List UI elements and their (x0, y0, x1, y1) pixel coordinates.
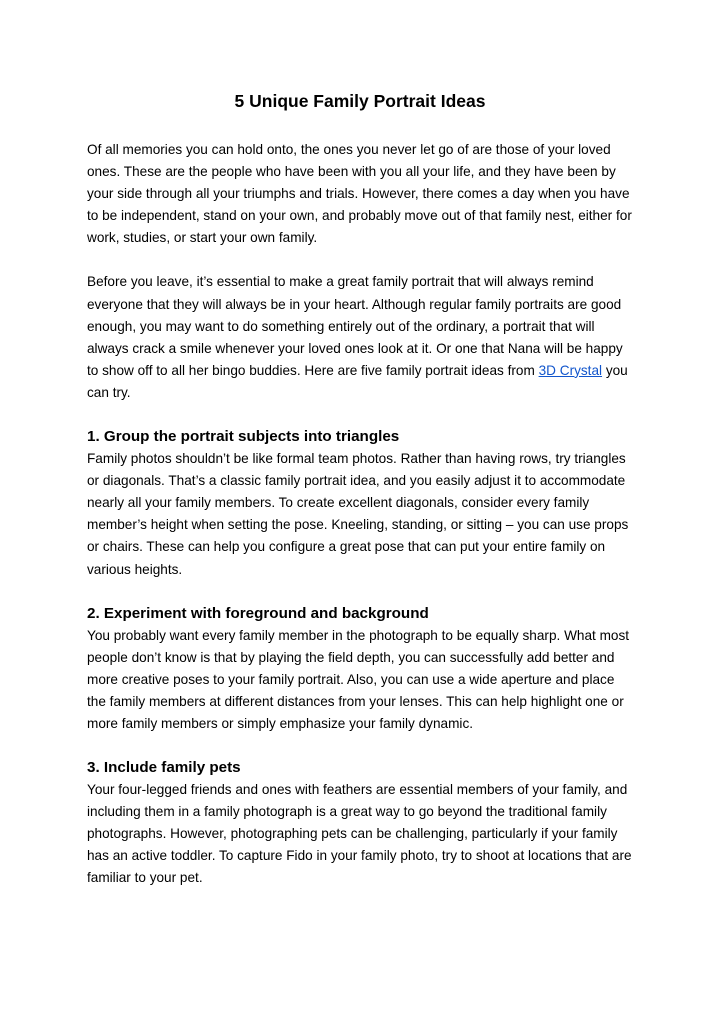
section-3 (87, 757, 635, 889)
section-2-body: You probably want every family member in the photograph to be equally sharp. What most people don’t know is that by playing the field depth, you can successfully add better and more creative poses to your family portrait. Also, you can use a wide aperture and place the family members at different distances from your lenses. This can help highlight one or more family members or simply emphasize your family dynamic. (87, 627, 630, 731)
section-1 (87, 426, 635, 581)
intro-paragraph-2 (87, 271, 635, 404)
section-1-body: Family photos shouldn’t be like formal team photos. Rather than having rows, try triangles or diagonals. That’s a classic family portrait idea, and you easily adjust it to accommodate nearly all your family members. To create excellent diagonals, consider every family member’s height when setting the pose. Kneeling, standing, or sitting – you can use props or chairs. These can help you configure a great pose that can put your entire family on various heights. (87, 451, 629, 577)
section-2-heading: 2. Experiment with foreground and background (87, 604, 429, 622)
section-1-heading: 1. Group the portrait subjects into triangles (87, 428, 400, 446)
section-3-heading: 3. Include family pets (87, 759, 241, 777)
intro-paragraph-1: Of all memories you can hold onto, the ones you never let go of are those of your loved ones. These are the people who have been with you all your life, and they have been by your side through all your triumphs and trials. However, there comes a day when you have to be independent, stand on your own, and probably move out of that family nest, either for work, studies, or start your own family. (87, 142, 632, 246)
document-title: 5 Unique Family Portrait Ideas (234, 91, 486, 111)
intro-paragraph-2-text-after: you can try. (87, 362, 628, 400)
3d-crystal-link[interactable]: 3D Crystal (538, 362, 603, 378)
section-2 (87, 603, 635, 735)
intro-paragraph-2-text-before: Before you leave, it’s essential to make a great family portrait that will always remind everyone that they will always be in your heart. Although regular family portraits are good enough, you may want to do something entirely out of the ordinary, a portrait that will always crack a smile whenever your loved ones look at it. Or one that Nana will be happy to show off to all her bingo buddies. Here are five family portrait ideas from (87, 274, 623, 378)
section-3-body: Your four-legged friends and ones with feathers are essential members of your family, and including them in a family photograph is a great way to go beyond the traditional family photographs. However, photographing pets can be challenging, particularly if your family has an active toddler. To capture Fido in your family photo, try to shoot at locations that are familiar to your pet. (87, 782, 632, 886)
document-body (87, 139, 635, 890)
